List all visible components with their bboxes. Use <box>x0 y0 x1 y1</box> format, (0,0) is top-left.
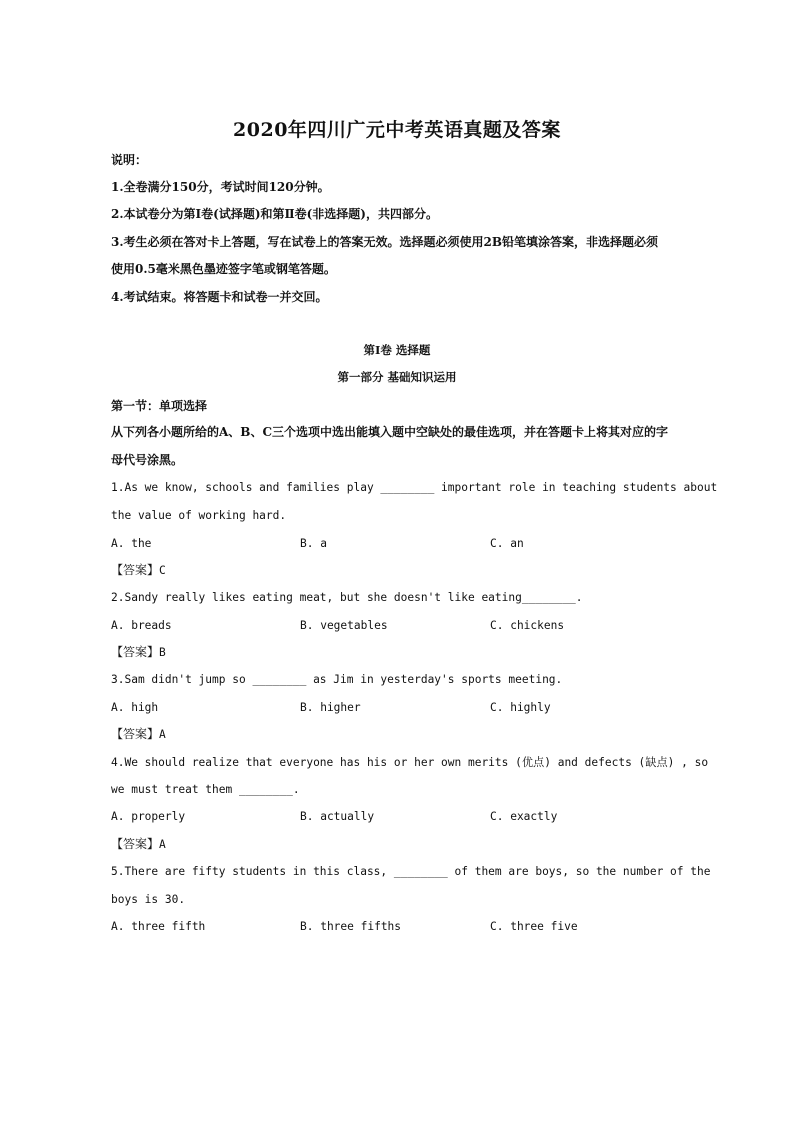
question-4-option-b: B. actually <box>300 810 375 823</box>
instructions-line-1: 从下列各小题所给的A、B、C三个选项中选出能填入题中空缺处的最佳选项，并在答题卡上将其对应的字 <box>111 425 669 439</box>
answer-label: 【答案】 <box>111 837 160 851</box>
question-4-option-c: C. exactly <box>490 810 558 823</box>
note-2: 2.本试卷分为第Ⅰ卷(试择题)和第Ⅱ卷(非选择题)，共四部分。 <box>111 207 438 221</box>
question-4-text: 4.We should realize that everyone has his or her own merits (优点) and defects (缺点) , so <box>111 756 709 769</box>
question-3-option-b: B. higher <box>300 701 361 714</box>
question-2-option-b: B. vegetables <box>300 619 388 632</box>
question-4-answer <box>111 835 166 852</box>
question-1-option-c: C. an <box>490 537 524 550</box>
question-2-answer <box>111 643 166 660</box>
question-3-text: 3.Sam didn't jump so ________ as Jim in yesterday's sports meeting. <box>111 673 563 686</box>
question-1-text: 1.As we know, schools and families play ________ important role in teaching students about <box>111 481 718 494</box>
part-title: 第一部分 基础知识运用 <box>337 370 457 384</box>
question-1-option-b: B. a <box>300 537 327 550</box>
note-4: 4.考试结束。将答题卡和试卷一并交回。 <box>111 290 328 304</box>
note-3-cont: 使用0.5毫米黑色墨迹签字笔或钢笔答题。 <box>111 262 336 276</box>
question-5-text: 5.There are fifty students in this class, ________ of them are boys, so the number of the <box>111 865 711 878</box>
note-1: 1.全卷满分150分，考试时间120分钟。 <box>111 180 330 194</box>
question-3-answer <box>111 725 166 742</box>
answer-label: 【答案】 <box>111 645 160 659</box>
question-1-text-cont: the value of working hard. <box>111 509 287 522</box>
subsection-title: 第一节：单项选择 <box>111 399 208 413</box>
question-5-text-cont: boys is 30. <box>111 893 186 906</box>
question-5-option-b: B. three fifths <box>300 920 402 933</box>
answer-value: A <box>159 838 166 851</box>
instructions-line-2: 母代号涂黑。 <box>111 453 184 467</box>
question-2-option-c: C. chickens <box>490 619 565 632</box>
answer-value: B <box>159 646 166 659</box>
section-title: 第Ⅰ卷 选择题 <box>363 343 431 357</box>
question-5-option-a: A. three fifth <box>111 920 206 933</box>
question-5-option-c: C. three five <box>490 920 578 933</box>
question-4-option-a: A. properly <box>111 810 186 823</box>
question-3-option-a: A. high <box>111 701 159 714</box>
answer-label: 【答案】 <box>111 563 160 577</box>
answer-value: A <box>159 728 166 741</box>
question-1-answer <box>111 561 166 578</box>
question-1-option-a: A. the <box>111 537 152 550</box>
question-3-option-c: C. highly <box>490 701 551 714</box>
notes-heading: 说明： <box>111 153 148 167</box>
question-2-text: 2.Sandy really likes eating meat, but she doesn't like eating________. <box>111 591 583 604</box>
answer-value: C <box>159 564 166 577</box>
document-title: 2020年四川广元中考英语真题及答案 <box>233 119 561 141</box>
question-4-text-cont: we must treat them ________. <box>111 783 300 796</box>
answer-label: 【答案】 <box>111 727 160 741</box>
note-3: 3.考生必须在答对卡上答题，写在试卷上的答案无效。选择题必须使用2B铅笔填涂答案，非选择题必须 <box>111 235 659 249</box>
question-2-option-a: A. breads <box>111 619 172 632</box>
